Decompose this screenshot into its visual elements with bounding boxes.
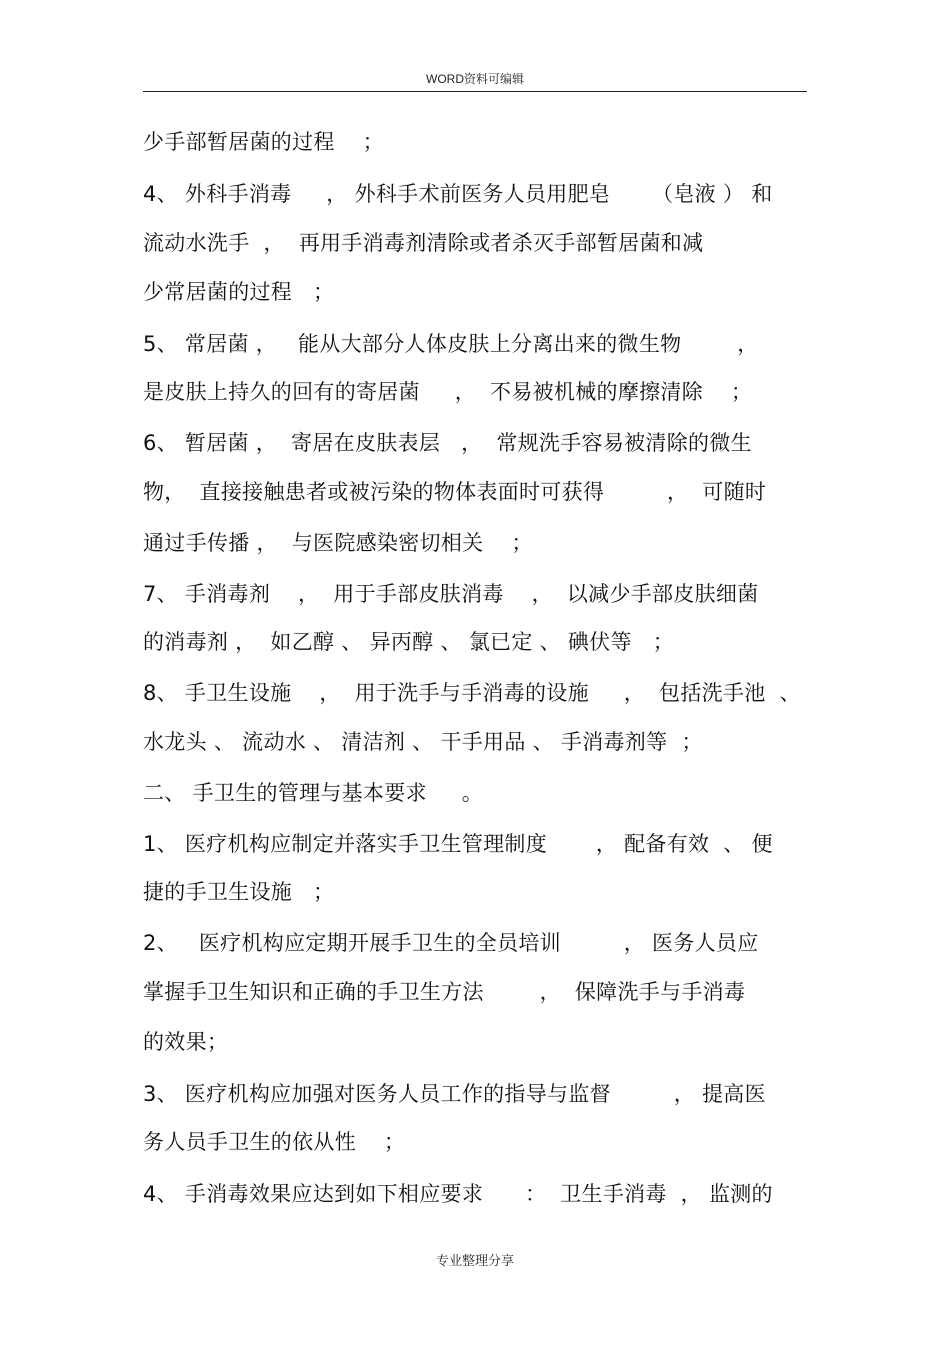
body-line: 7、 手消毒剂 ， 用于手部皮肤消毒 ， 以减少手部皮肤细菌 xyxy=(143,582,759,606)
header-divider xyxy=(143,91,807,92)
body-line: 通过手传播 ， 与医院感染密切相关 ； xyxy=(143,531,533,555)
body-line: 是皮肤上持久的回有的寄居菌 ， 不易被机械的摩擦清除 ； xyxy=(143,380,753,404)
body-line: 捷的手卫生设施 ； xyxy=(143,880,335,904)
body-line: 6、 暂居菌 ， 寄居在皮肤表层 ， 常规洗手容易被清除的微生 xyxy=(143,431,752,455)
body-line: 8、 手卫生设施 ， 用于洗手与手消毒的设施 ， 包括洗手池 、 xyxy=(143,681,801,705)
section-heading: 二、 手卫生的管理与基本要求 。 xyxy=(143,781,484,805)
page-footer: 专业整理分享 xyxy=(435,1254,514,1269)
body-line: 物， 直接接触患者或被污染的物体表面时可获得 ， 可随时 xyxy=(143,480,767,504)
body-line: 水龙头 、 流动水 、 清洁剂 、 干手用品 、 手消毒剂等 ； xyxy=(143,730,703,754)
body-line: 少常居菌的过程 ； xyxy=(143,280,335,304)
body-line: 5、 常居菌 ， 能从大部分人体皮肤上分离出来的微生物 ， xyxy=(143,332,759,356)
body-line: 少手部暂居菌的过程 ； xyxy=(143,130,384,154)
page-header: WORD资料可编辑 xyxy=(426,72,524,86)
body-line: 的消毒剂 ， 如乙醇 、 异丙醇 、 氯已定 、 碘伏等 ； xyxy=(143,630,675,654)
body-line: 1、 医疗机构应制定并落实手卫生管理制度 ， 配备有效 、 便 xyxy=(143,832,773,856)
body-line: 的效果； xyxy=(143,1030,229,1054)
body-line: 务人员手卫生的依从性 ； xyxy=(143,1130,406,1154)
body-line: 4、 手消毒效果应达到如下相应要求 ： 卫生手消毒 ， 监测的 xyxy=(143,1182,773,1206)
body-line: 3、 医疗机构应加强对医务人员工作的指导与监督 ， 提高医 xyxy=(143,1082,766,1106)
body-line: 2、 医疗机构应定期开展手卫生的全员培训 ， 医务人员应 xyxy=(143,931,759,955)
body-line: 掌握手卫生知识和正确的手卫生方法 ， 保障洗手与手消毒 xyxy=(143,980,746,1004)
body-line: 4、 外科手消毒 ， 外科手术前医务人员用肥皂 （皂液 ） 和 xyxy=(143,182,773,206)
body-line: 流动水洗手 ， 再用手消毒剂清除或者杀灭手部暂居菌和减 xyxy=(143,231,704,255)
